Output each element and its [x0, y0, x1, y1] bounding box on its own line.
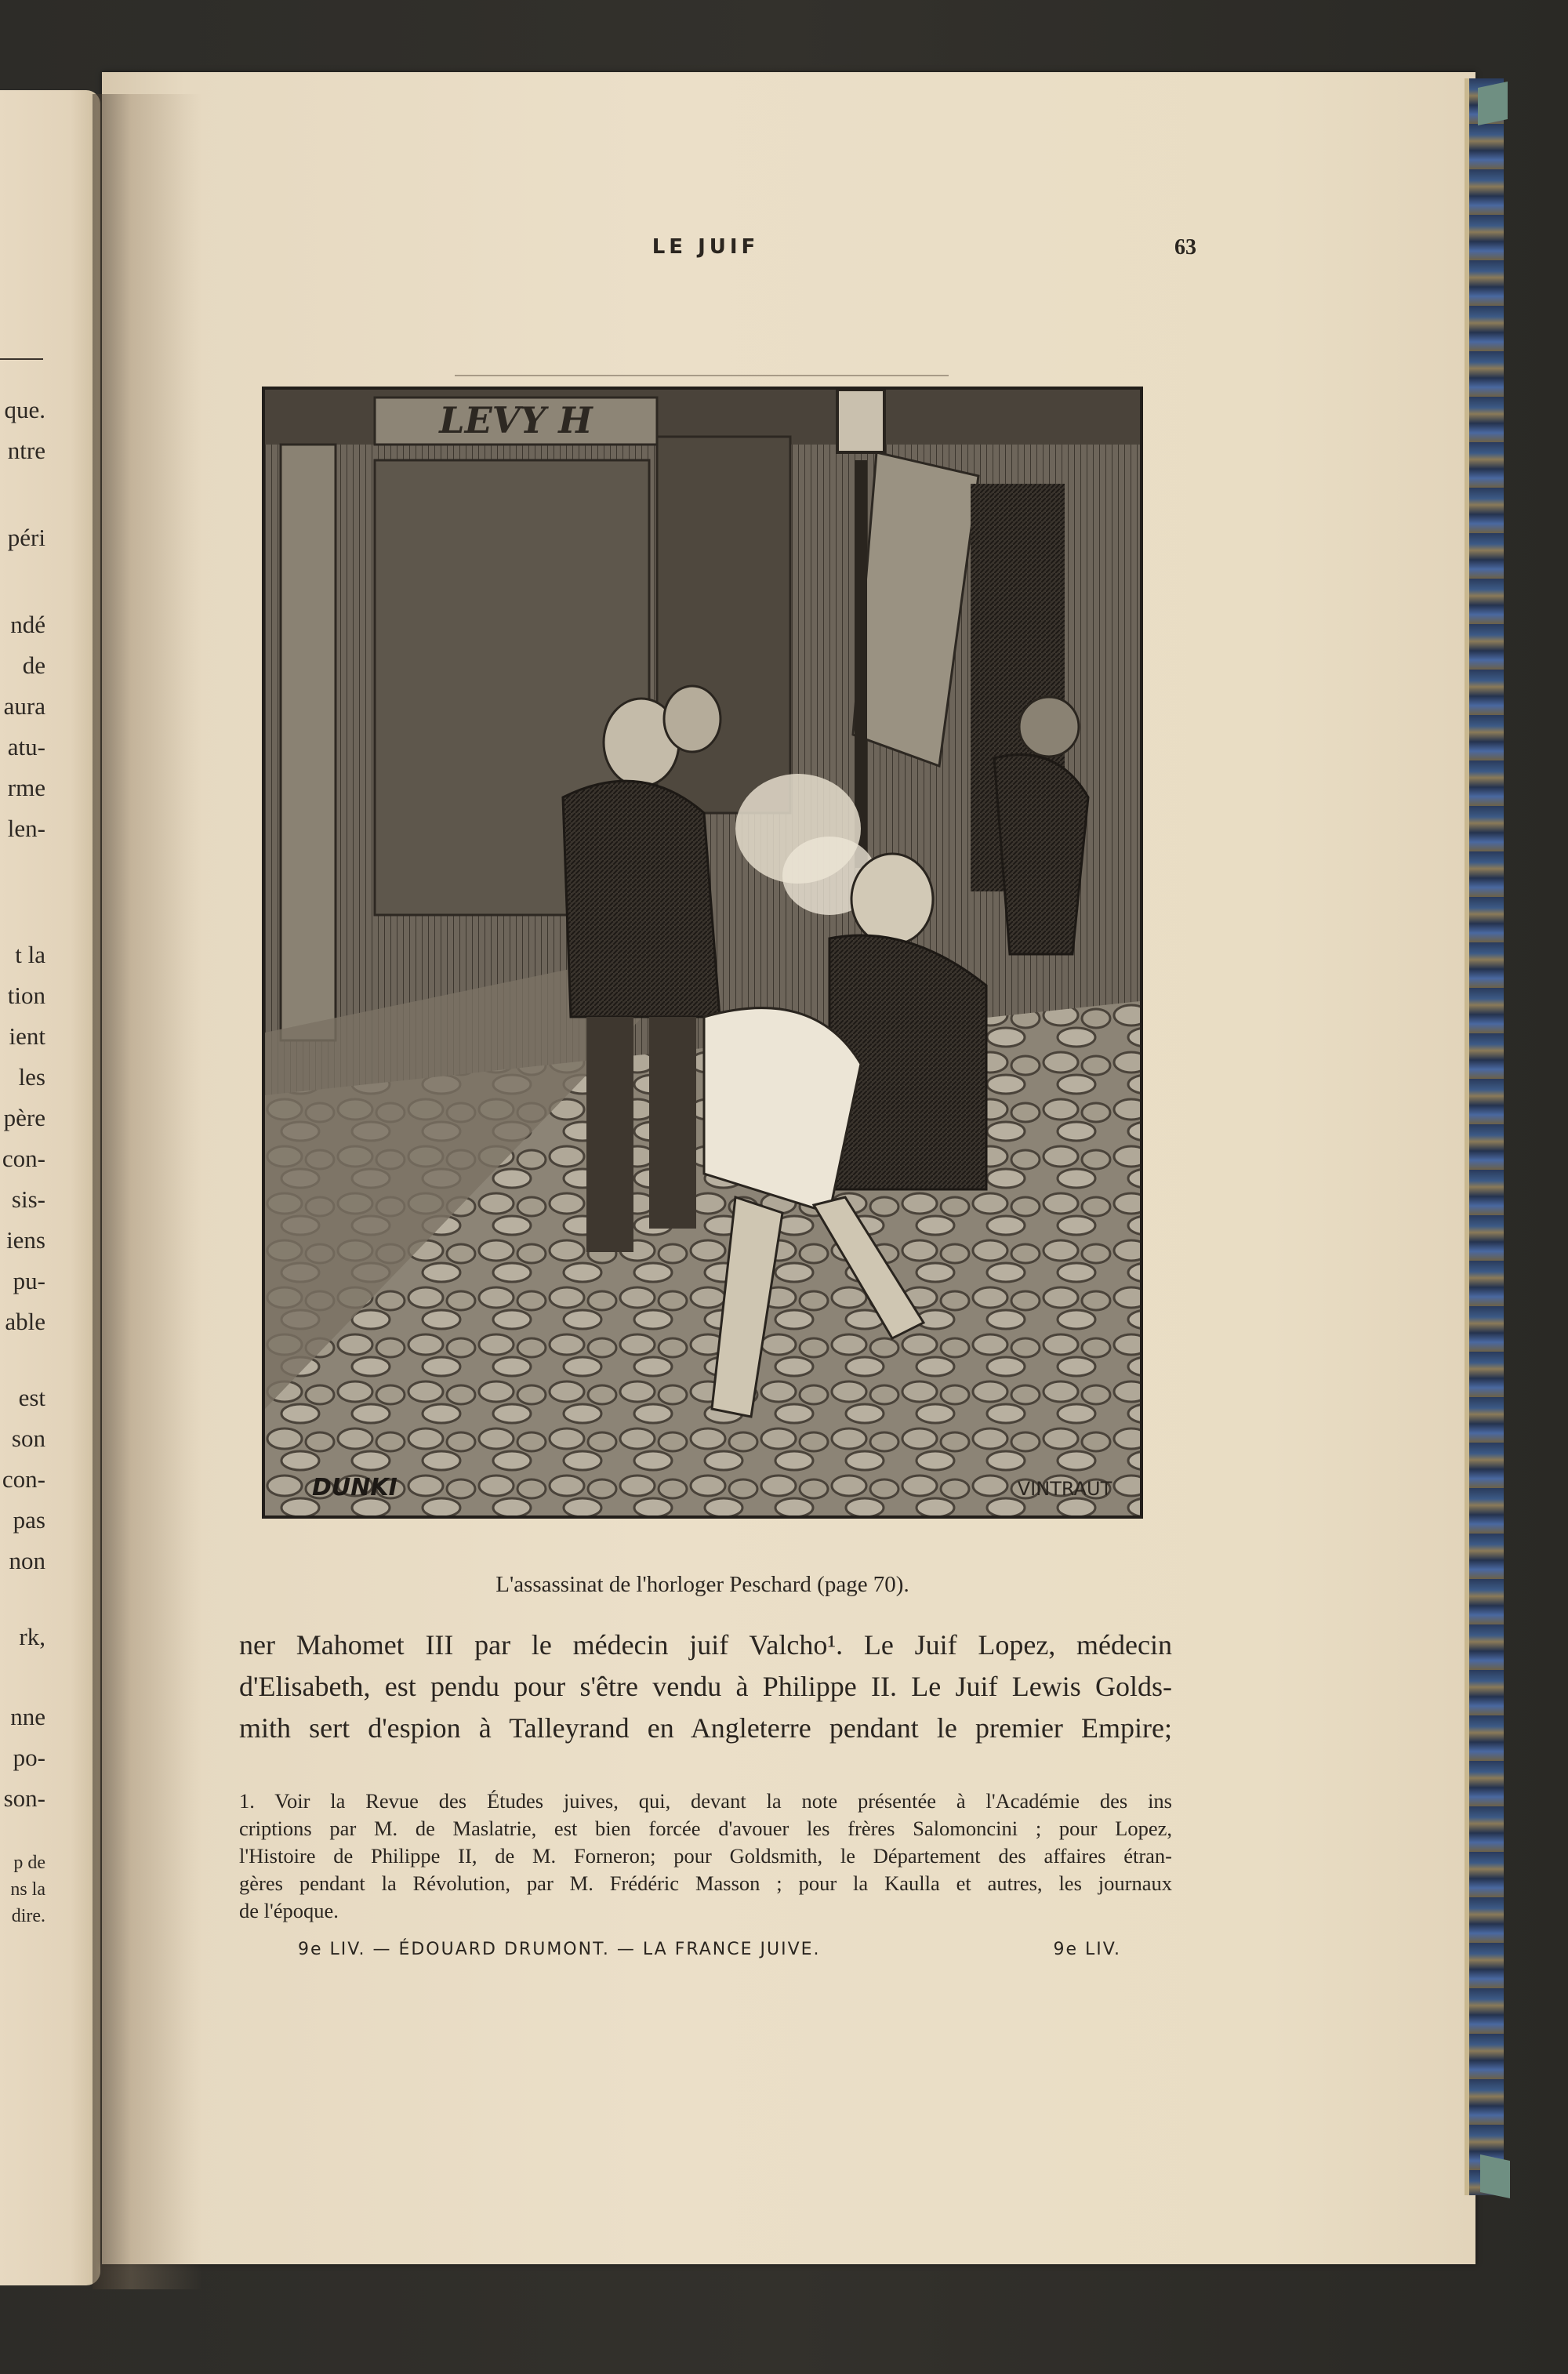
left-page-line: non: [9, 1547, 45, 1574]
left-page-line: pu-: [13, 1267, 45, 1294]
left-page-line: con-: [2, 1145, 45, 1172]
body-line: ner Mahomet III par le médecin juif Valcho¹. Le Juif Lopez, médecin: [239, 1629, 1172, 1661]
body-line: d'Elisabeth, est pendu pour s'être vendu à Philippe II. Le Juif Lewis Golds-: [239, 1671, 1172, 1702]
binding-corner-top: [1478, 82, 1508, 125]
left-page-line: ndé: [10, 611, 45, 638]
left-page-line: pas: [13, 1506, 45, 1534]
left-page-line: con-: [2, 1465, 45, 1493]
left-page-line: aura: [3, 692, 45, 720]
left-page-line: père: [3, 1104, 45, 1131]
left-page-line: dire.: [11, 1906, 45, 1926]
page-number: 63: [1174, 235, 1196, 260]
illustration-top-rule: [455, 375, 949, 376]
left-page-line: len-: [7, 815, 45, 842]
left-page-line: po-: [13, 1744, 45, 1771]
binding-corner-bottom: [1480, 2154, 1510, 2198]
body-line: mith sert d'espion à Talleyrand en Angleterre pendant le premier Empire;: [239, 1712, 1172, 1744]
left-page-line: nne: [10, 1703, 45, 1730]
shop-sign-text: LEVY H: [439, 399, 593, 441]
left-page-line: son: [11, 1425, 45, 1452]
book-binding: [1465, 78, 1504, 2195]
footnote-line: 1. Voir la Revue des Études juives, qui, devant la note présentée à l'Académie des ins: [239, 1789, 1172, 1813]
running-title: LE JUIF: [652, 235, 760, 259]
left-page-rule: [0, 358, 43, 360]
engraving-drawing: [265, 390, 1140, 1516]
left-page-line: rk,: [19, 1623, 45, 1650]
left-page-line: p de: [13, 1853, 45, 1873]
illustration-caption: L'assassinat de l'horloger Peschard (page 70).: [495, 1572, 909, 1597]
left-page-line: t la: [15, 941, 45, 968]
left-page-line: que.: [4, 396, 45, 423]
left-page-line: les: [18, 1063, 45, 1091]
left-page-line: sis-: [11, 1185, 45, 1213]
left-page-line: son-: [3, 1784, 45, 1812]
left-page-line: péri: [7, 524, 45, 551]
left-page-line: atu-: [7, 733, 45, 760]
left-page-line: de: [22, 652, 45, 679]
left-page-line: rme: [7, 774, 45, 801]
footnote-line: criptions par M. de Maslatrie, est bien forcée d'avouer les frères Salomoncini ; pour Lopez,: [239, 1817, 1172, 1840]
footnote-line: de l'époque.: [239, 1899, 339, 1922]
left-page-line: iens: [6, 1226, 45, 1254]
engraving-illustration: [262, 387, 1143, 1519]
left-page-line: est: [18, 1384, 45, 1411]
signature-left: 9e LIV. — ÉDOUARD DRUMONT. — LA FRANCE JUIVE.: [298, 1940, 821, 1959]
artist-signature-right: VINTRAUT: [1017, 1478, 1112, 1500]
left-page-line: able: [5, 1308, 45, 1335]
left-facing-page: [0, 90, 100, 2285]
footnote-line: l'Histoire de Philippe II, de M. Forneron; pour Goldsmith, le Département des affaires étran-: [239, 1844, 1172, 1868]
left-page-line: ntre: [7, 437, 45, 464]
left-page-line: tion: [7, 982, 45, 1009]
left-page-line: ns la: [10, 1879, 45, 1900]
signature-right: 9e LIV.: [1053, 1940, 1121, 1959]
gutter-shadow: [93, 94, 202, 2289]
left-page-line: ient: [9, 1022, 45, 1050]
footnote-line: gères pendant la Révolution, par M. Frédéric Masson ; pour la Kaulla et autres, les journaux: [239, 1871, 1172, 1895]
artist-signature-left: DUNKI: [312, 1474, 397, 1501]
